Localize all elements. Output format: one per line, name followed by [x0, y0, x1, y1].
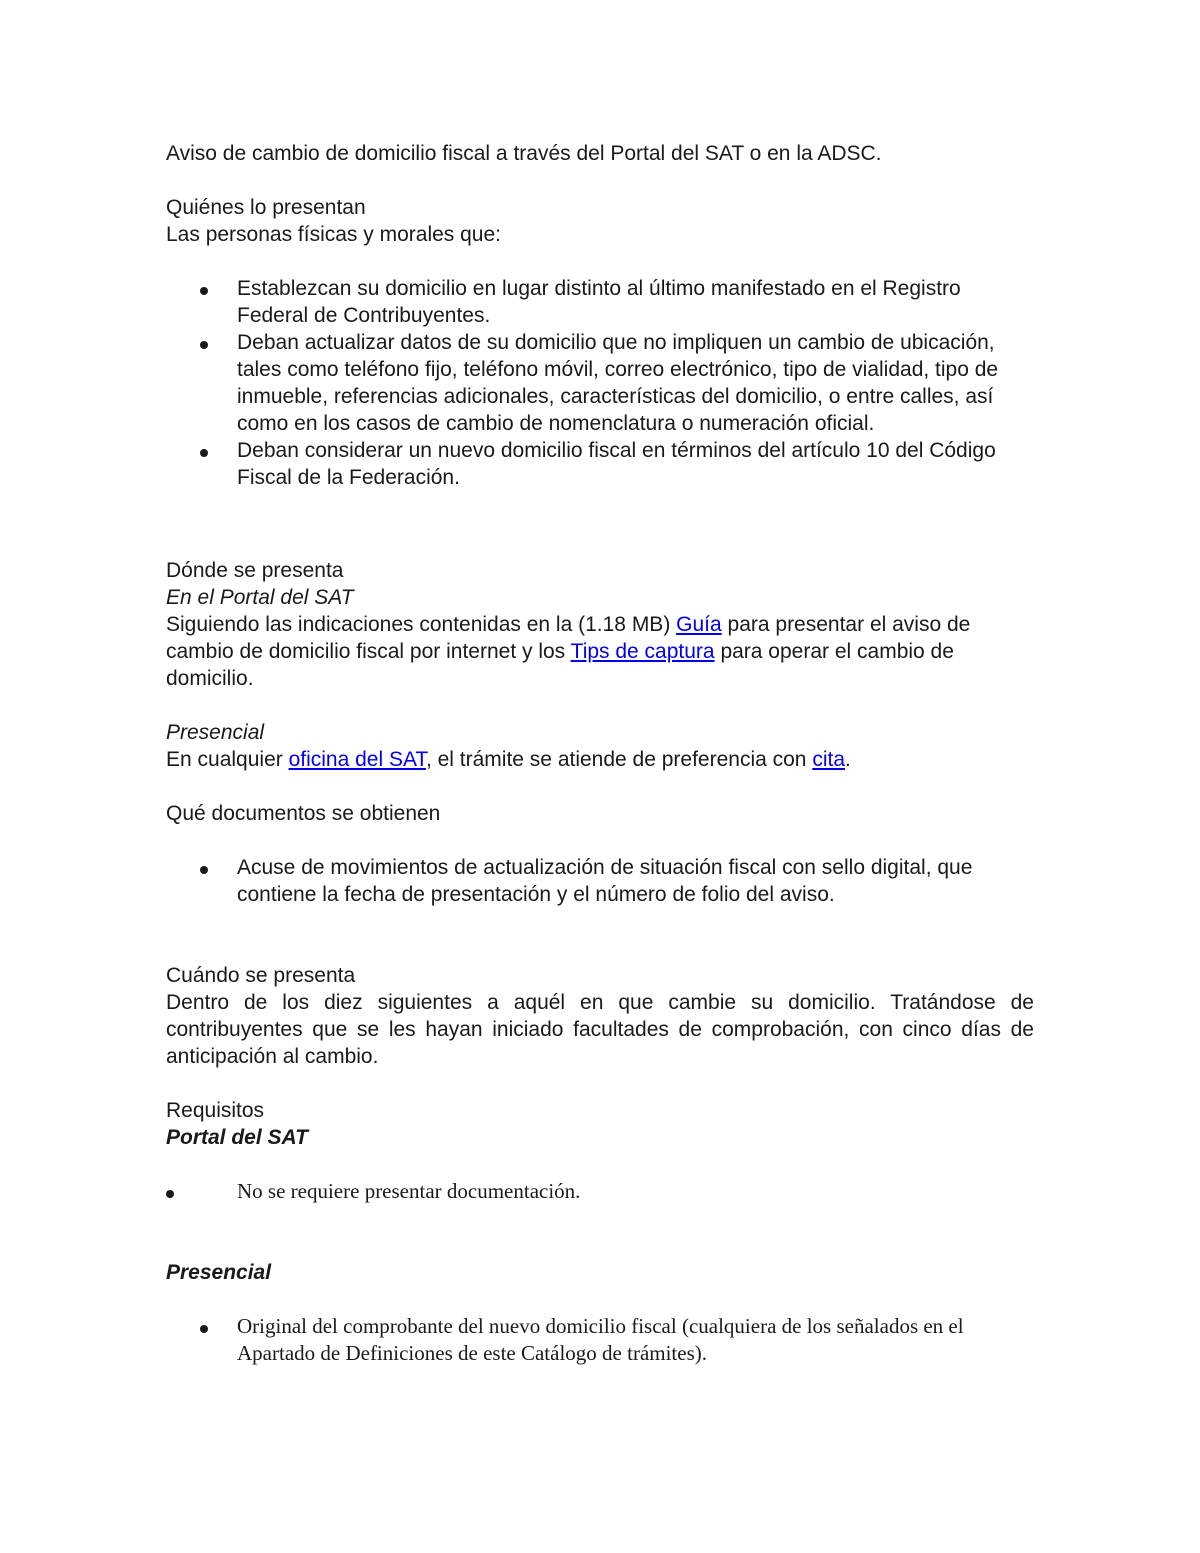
- documentos-list: [166, 854, 1034, 908]
- requisitos-portal-label: Portal del SAT: [166, 1126, 308, 1149]
- bullet-icon: [200, 449, 208, 457]
- donde-portal-label: En el Portal del SAT: [166, 586, 354, 609]
- guia-link[interactable]: Guía: [676, 613, 722, 636]
- donde-heading: Dónde se presenta: [166, 559, 344, 582]
- donde-portal-text: Siguiendo las indicaciones contenidas en la (1.18 MB) Guía para presentar el aviso de cambio de domicilio fiscal por internet y los Tips de captura para operar el cambio de domicilio.: [166, 613, 971, 690]
- cuando-heading: Cuándo se presenta: [166, 964, 356, 987]
- quienes-intro: Las personas físicas y morales que:: [166, 223, 501, 246]
- document-title: Aviso de cambio de domicilio fiscal a través del Portal del SAT o en la ADSC.: [166, 142, 882, 165]
- list-item: Establezcan su domicilio en lugar distinto al último manifestado en el Registro Federal de Contribuyentes.: [166, 275, 1034, 329]
- oficina-sat-link[interactable]: oficina del SAT: [288, 748, 426, 771]
- cuando-text: Dentro de los diez siguientes a aquél en que cambie su domicilio. Tratándose de contribuyentes que se les hayan iniciado facultades de comprobación, con cinco días de anticipación al cambio.: [166, 991, 1034, 1068]
- cita-link[interactable]: cita: [812, 748, 846, 771]
- list-item: Deban considerar un nuevo domicilio fiscal en términos del artículo 10 del Código Fiscal de la Federación.: [166, 437, 1034, 491]
- requisitos-presencial-list: [166, 1313, 1034, 1367]
- bullet-icon: [200, 341, 208, 349]
- quienes-heading: Quiénes lo presentan: [166, 196, 366, 219]
- bullet-icon: [200, 866, 208, 874]
- bullet-icon: [200, 287, 208, 295]
- list-item: Acuse de movimientos de actualización de situación fiscal con sello digital, que contiene la fecha de presentación y el número de folio del aviso.: [166, 854, 1034, 908]
- requisitos-heading: Requisitos: [166, 1099, 265, 1122]
- donde-presencial-text: En cualquier oficina del SAT, el trámite se atiende de preferencia con cita.: [166, 748, 851, 771]
- list-item: No se requiere presentar documentación.: [166, 1178, 1034, 1205]
- list-item: Deban actualizar datos de su domicilio que no impliquen un cambio de ubicación, tales como teléfono fijo, teléfono móvil, correo electrónico, tipo de vialidad, tipo de inmueble, referencias adicionales, características del domicilio, o entre calles, así como en los casos de cambio de nomenclatura o numeración oficial.: [166, 329, 1034, 437]
- donde-presencial-label: Presencial: [166, 721, 265, 744]
- documentos-heading: Qué documentos se obtienen: [166, 802, 441, 825]
- tips-captura-link[interactable]: Tips de captura: [570, 640, 715, 663]
- quienes-list: [166, 275, 1034, 491]
- requisitos-portal-list: [166, 1178, 1034, 1205]
- requisitos-presencial-label: Presencial: [166, 1261, 272, 1284]
- bullet-icon: [166, 1190, 174, 1198]
- document-body: [166, 140, 1034, 1367]
- bullet-icon: [200, 1325, 208, 1333]
- list-item: Original del comprobante del nuevo domicilio fiscal (cualquiera de los señalados en el Apartado de Definiciones de este Catálogo de trámites).: [166, 1313, 1034, 1367]
